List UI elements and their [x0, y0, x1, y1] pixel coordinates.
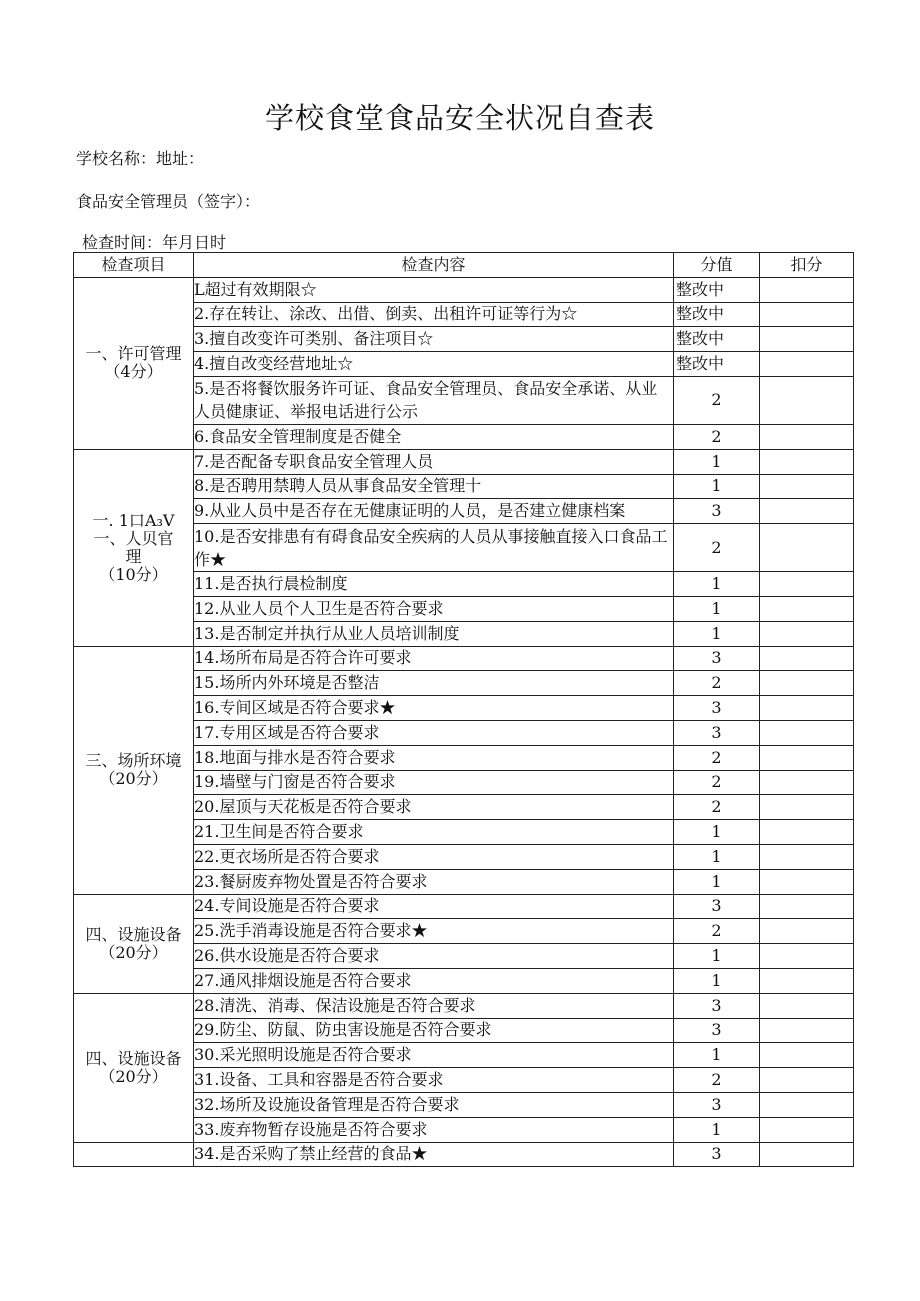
deduction-input-cell[interactable] [760, 621, 854, 646]
score-value-cell: 1 [674, 944, 760, 969]
score-value-cell: 3 [674, 499, 760, 524]
deduction-input-cell[interactable] [760, 795, 854, 820]
check-content-cell: 18.地面与排水是否符合要求 [194, 745, 674, 770]
check-content-cell: 2.存在转让、涂改、出借、倒卖、出租许可证等行为☆ [194, 302, 674, 327]
check-content-cell: 11.是否执行晨检制度 [194, 572, 674, 597]
score-value-cell: 1 [674, 596, 760, 621]
deduction-input-cell[interactable] [760, 671, 854, 696]
deduction-input-cell[interactable] [760, 894, 854, 919]
check-content-cell: 3.擅自改变许可类别、备注项目☆ [194, 327, 674, 352]
category-label-line: 一. 1口A₃V [92, 510, 175, 530]
check-content-cell: 32.场所及设施设备管理是否符合要求 [194, 1092, 674, 1117]
score-value-cell: 1 [674, 449, 760, 474]
deduction-input-cell[interactable] [760, 993, 854, 1018]
deduction-input-cell[interactable] [760, 352, 854, 377]
deduction-input-cell[interactable] [760, 646, 854, 671]
check-content-cell: 34.是否采购了禁止经营的食品★ [194, 1142, 674, 1167]
check-content-cell: 24.专间设施是否符合要求 [194, 894, 674, 919]
deduction-input-cell[interactable] [760, 919, 854, 944]
check-content-cell: 5.是否将餐饮服务许可证、食品安全管理员、食品安全承诺、从业人员健康证、举报电话进行公示 [194, 376, 674, 424]
category-label-line: （10分） [99, 564, 168, 584]
table-row [74, 1142, 854, 1167]
header-item: 检查项目 [74, 253, 194, 278]
deduction-input-cell[interactable] [760, 968, 854, 993]
score-value-cell: 1 [674, 572, 760, 597]
deduction-input-cell[interactable] [760, 1043, 854, 1068]
deduction-input-cell[interactable] [760, 596, 854, 621]
deduction-input-cell[interactable] [760, 524, 854, 572]
check-content-cell: 21.卫生间是否符合要求 [194, 820, 674, 845]
score-value-cell: 2 [674, 424, 760, 449]
school-name-address-line: 学校名称：地址： [76, 149, 205, 168]
check-content-cell: 10.是否安排患有有碍食品安全疾病的人员从事接触直接入口食品工作★ [194, 524, 674, 572]
category-cell [74, 277, 194, 449]
deduction-input-cell[interactable] [760, 770, 854, 795]
deduction-input-cell[interactable] [760, 1068, 854, 1093]
table-row [74, 894, 854, 919]
deduction-input-cell[interactable] [760, 844, 854, 869]
check-content-cell: 6.食品安全管理制度是否健全 [194, 424, 674, 449]
header-content: 检查内容 [194, 253, 674, 278]
category-label-line: 一、许可管理 [85, 344, 182, 364]
header-deduction: 扣分 [760, 253, 854, 278]
category-label-line: （20分） [99, 769, 168, 789]
check-content-cell: 4.擅自改变经营地址☆ [194, 352, 674, 377]
score-value-cell: 3 [674, 646, 760, 671]
score-value-cell: 2 [674, 376, 760, 424]
check-content-cell: 20.屋顶与天花板是否符合要求 [194, 795, 674, 820]
deduction-input-cell[interactable] [760, 302, 854, 327]
category-label-line: 三、场所环境 [85, 751, 182, 771]
score-value-cell: 3 [674, 1018, 760, 1043]
deduction-input-cell[interactable] [760, 424, 854, 449]
check-content-cell: 17.专用区域是否符合要求 [194, 720, 674, 745]
deduction-input-cell[interactable] [760, 449, 854, 474]
table-row [74, 449, 854, 474]
score-value-cell: 3 [674, 720, 760, 745]
score-value-cell: 3 [674, 894, 760, 919]
deduction-input-cell[interactable] [760, 376, 854, 424]
header-score: 分值 [674, 253, 760, 278]
inspection-table [73, 252, 854, 1167]
score-value-cell: 3 [674, 696, 760, 721]
score-value-cell: 1 [674, 844, 760, 869]
score-value-cell: 3 [674, 1092, 760, 1117]
deduction-input-cell[interactable] [760, 869, 854, 894]
deduction-input-cell[interactable] [760, 499, 854, 524]
category-label-line: （4分） [104, 362, 163, 382]
deduction-input-cell[interactable] [760, 696, 854, 721]
check-content-cell: 19.墙壁与门窗是否符合要求 [194, 770, 674, 795]
check-content-cell: 30.采光照明设施是否符合要求 [194, 1043, 674, 1068]
category-cell [74, 1142, 194, 1167]
score-value-cell: 2 [674, 745, 760, 770]
deduction-input-cell[interactable] [760, 1142, 854, 1167]
deduction-input-cell[interactable] [760, 820, 854, 845]
score-value-cell: 1 [674, 968, 760, 993]
score-value-cell: 2 [674, 919, 760, 944]
category-label-line: （20分） [99, 1066, 168, 1086]
table-row [74, 993, 854, 1018]
check-content-cell: 33.废弃物暂存设施是否符合要求 [194, 1117, 674, 1142]
deduction-input-cell[interactable] [760, 572, 854, 597]
table-body [74, 277, 854, 1167]
score-value-cell: 1 [674, 474, 760, 499]
deduction-input-cell[interactable] [760, 1018, 854, 1043]
check-content-cell: 25.洗手消毒设施是否符合要求★ [194, 919, 674, 944]
check-content-cell: 13.是否制定并执行从业人员培训制度 [194, 621, 674, 646]
deduction-input-cell[interactable] [760, 1117, 854, 1142]
check-content-cell: 28.清洗、消毒、保洁设施是否符合要求 [194, 993, 674, 1018]
page-title: 学校食堂食品安全状况自查表 [264, 101, 655, 135]
score-value-cell: 3 [674, 1142, 760, 1167]
check-content-cell: 15.场所内外环境是否整洁 [194, 671, 674, 696]
score-value-cell: 整改中 [674, 302, 760, 327]
score-value-cell: 2 [674, 671, 760, 696]
check-content-cell: 29.防尘、防鼠、防虫害设施是否符合要求 [194, 1018, 674, 1043]
category-label-line: 四、设施设备 [85, 1048, 182, 1068]
deduction-input-cell[interactable] [760, 944, 854, 969]
category-label-line: 理 [125, 546, 142, 566]
check-content-cell: L超过有效期限☆ [194, 277, 674, 302]
category-cell [74, 894, 194, 993]
score-value-cell: 2 [674, 1068, 760, 1093]
score-value-cell: 1 [674, 869, 760, 894]
category-cell [74, 646, 194, 894]
score-value-cell: 2 [674, 770, 760, 795]
check-content-cell: 27.通风排烟设施是否符合要求 [194, 968, 674, 993]
score-value-cell: 整改中 [674, 352, 760, 377]
check-content-cell: 14.场所布局是否符合许可要求 [194, 646, 674, 671]
score-value-cell: 2 [674, 524, 760, 572]
deduction-input-cell[interactable] [760, 1092, 854, 1117]
check-content-cell: 23.餐厨废弃物处置是否符合要求 [194, 869, 674, 894]
score-value-cell: 1 [674, 621, 760, 646]
score-value-cell: 1 [674, 1043, 760, 1068]
check-content-cell: 16.专间区域是否符合要求★ [194, 696, 674, 721]
score-value-cell: 整改中 [674, 327, 760, 352]
category-cell [74, 993, 194, 1142]
safety-manager-signature-line: 食品安全管理员（签字）： [76, 192, 261, 211]
deduction-input-cell[interactable] [760, 277, 854, 302]
category-cell [74, 449, 194, 646]
deduction-input-cell[interactable] [760, 745, 854, 770]
score-value-cell: 1 [674, 1117, 760, 1142]
score-value-cell: 整改中 [674, 277, 760, 302]
deduction-input-cell[interactable] [760, 474, 854, 499]
table-row [74, 646, 854, 671]
score-value-cell: 3 [674, 993, 760, 1018]
check-content-cell: 7.是否配备专职食品安全管理人员 [194, 449, 674, 474]
check-content-cell: 9.从业人员中是否存在无健康证明的人员，是否建立健康档案 [194, 499, 674, 524]
check-content-cell: 8.是否聘用禁聘人员从事食品安全管理十 [194, 474, 674, 499]
category-label-line: 一、人贝官 [93, 528, 174, 548]
check-content-cell: 26.供水设施是否符合要求 [194, 944, 674, 969]
deduction-input-cell[interactable] [760, 327, 854, 352]
deduction-input-cell[interactable] [760, 720, 854, 745]
inspection-time-line: 检查时间：年月日时 [82, 233, 227, 252]
score-value-cell: 1 [674, 820, 760, 845]
table-header-row [74, 253, 854, 278]
score-value-cell: 2 [674, 795, 760, 820]
check-content-cell: 22.更衣场所是否符合要求 [194, 844, 674, 869]
category-label-line: 四、设施设备 [85, 924, 182, 944]
category-label-line: （20分） [99, 942, 168, 962]
check-content-cell: 31.设备、工具和容器是否符合要求 [194, 1068, 674, 1093]
table-row [74, 277, 854, 302]
check-content-cell: 12.从业人员个人卫生是否符合要求 [194, 596, 674, 621]
